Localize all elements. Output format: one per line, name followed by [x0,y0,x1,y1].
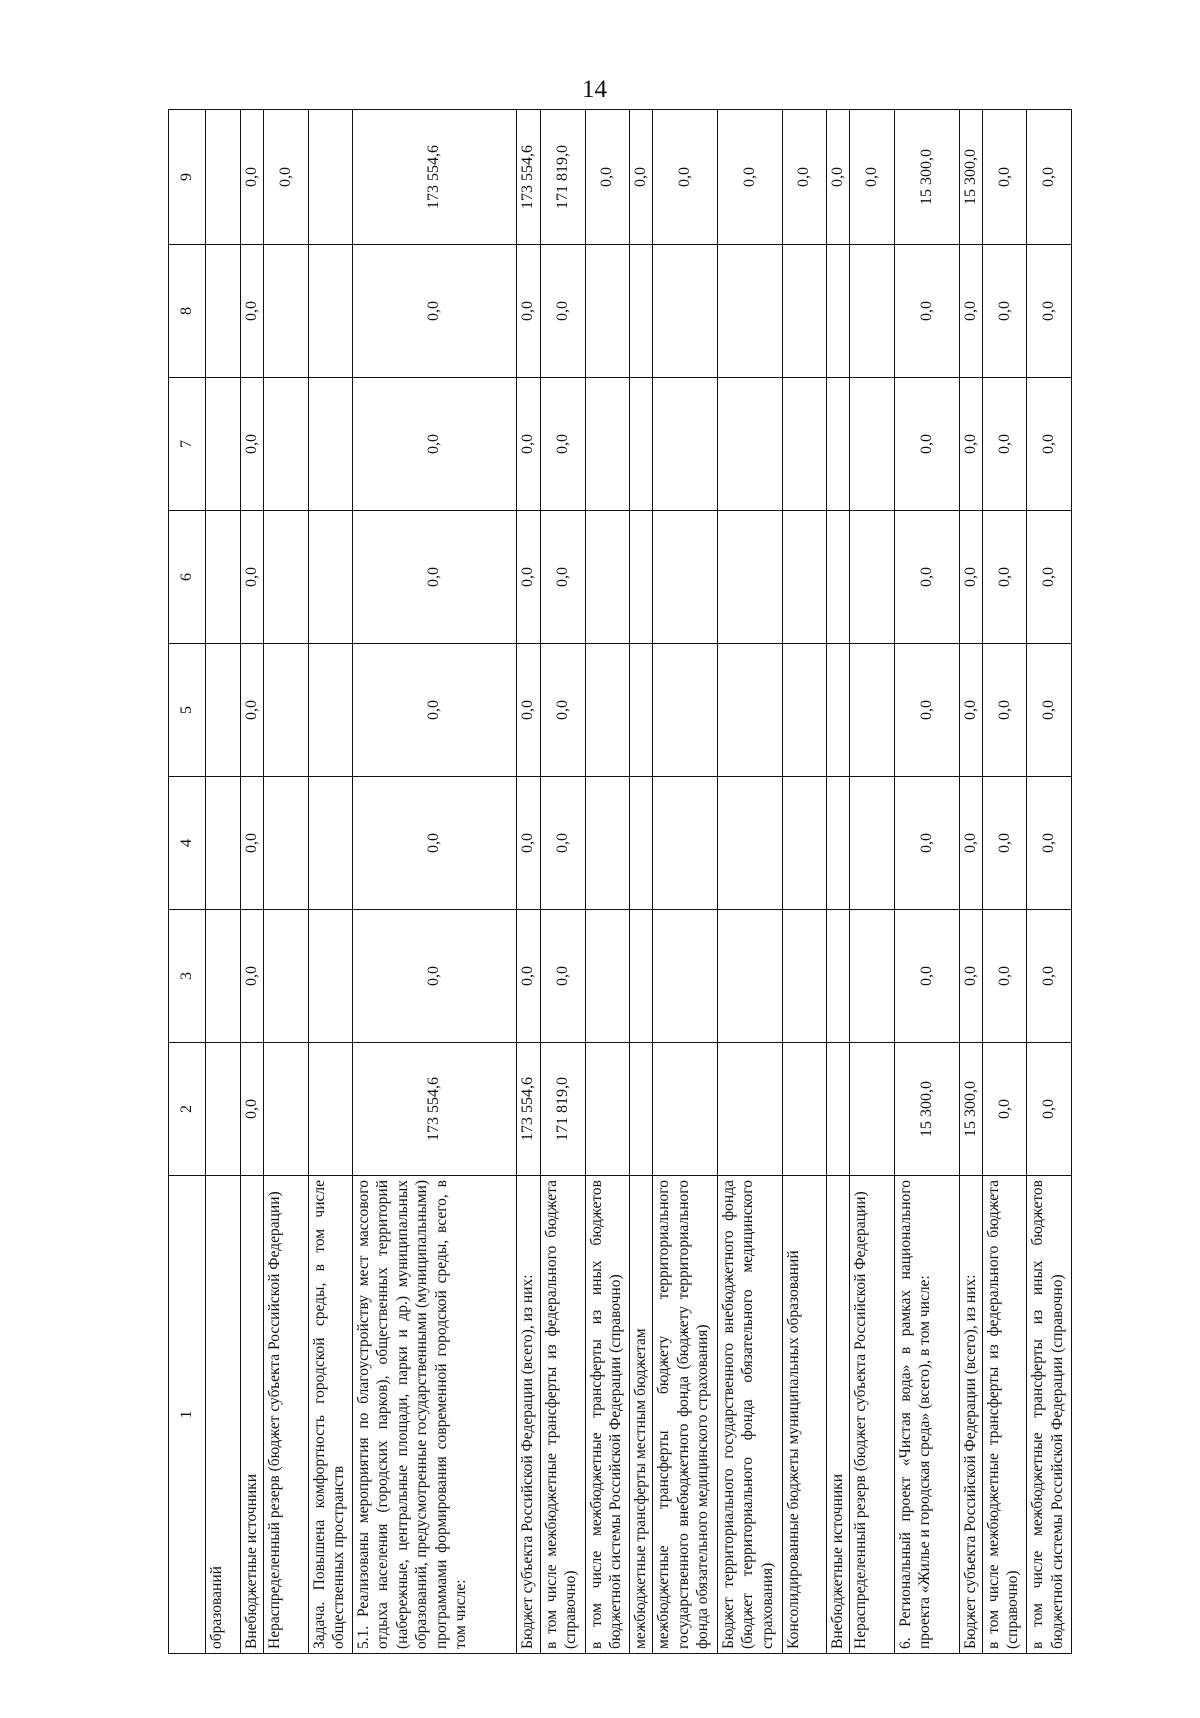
value-cell: 0,0 [827,110,850,245]
value-cell [782,1043,826,1176]
value-cell [308,378,352,511]
value-cell [718,777,783,910]
column-header: 8 [169,245,206,378]
budget-table-rotated [168,110,1072,1654]
value-cell: 0,0 [982,245,1026,378]
row-label: межбюджетные трансферты бюджету территориального государственного внебюджетного фонда (бюджету территориального фонда обязательного медицинского страхования) [653,1176,718,1654]
table-row [850,110,894,1654]
value-cell [850,245,894,378]
column-header: 2 [169,1043,206,1176]
value-cell: 0,0 [1027,644,1072,777]
value-cell: 0,0 [240,910,263,1043]
value-cell [850,910,894,1043]
value-cell: 0,0 [240,511,263,644]
value-cell: 0,0 [1027,378,1072,511]
value-cell [827,511,850,644]
table-row [516,110,540,1654]
column-header: 4 [169,777,206,910]
value-cell: 0,0 [1027,110,1072,245]
value-cell [850,1043,894,1176]
value-cell: 0,0 [516,511,540,644]
value-cell: 0,0 [240,644,263,777]
row-label: в том числе межбюджетные трансферты из иных бюджетов бюджетной системы Российской Федерации (справочно) [1027,1176,1072,1654]
table-row [630,110,653,1654]
value-cell [264,378,308,511]
value-cell: 173 554,6 [516,110,540,245]
column-header: 5 [169,644,206,777]
value-cell [206,110,240,245]
column-header: 7 [169,378,206,511]
value-cell [206,777,240,910]
value-cell [718,378,783,511]
value-cell [653,245,718,378]
table-row [827,110,850,1654]
value-cell: 0,0 [353,777,517,910]
value-cell [308,511,352,644]
value-cell: 0,0 [894,378,959,511]
value-cell [585,245,629,378]
value-cell: 0,0 [982,1043,1026,1176]
value-cell [585,1043,629,1176]
table-row [1027,110,1072,1654]
value-cell: 0,0 [959,378,982,511]
value-cell: 173 554,6 [516,1043,540,1176]
value-cell [206,910,240,1043]
row-label: Внебюджетные источники [827,1176,850,1654]
value-cell [585,910,629,1043]
value-cell: 0,0 [982,110,1026,245]
value-cell: 0,0 [353,644,517,777]
value-cell: 171 819,0 [541,110,585,245]
value-cell [827,777,850,910]
value-cell [653,644,718,777]
value-cell [206,245,240,378]
value-cell: 0,0 [240,245,263,378]
value-cell [850,777,894,910]
value-cell: 15 300,0 [959,110,982,245]
value-cell: 0,0 [653,110,718,245]
table-row [264,110,308,1654]
row-label: в том числе межбюджетные трансферты из иных бюджетов бюджетной системы Российской Федерации (справочно) [585,1176,629,1654]
value-cell: 15 300,0 [894,1043,959,1176]
value-cell [308,644,352,777]
value-cell [827,378,850,511]
value-cell [630,644,653,777]
value-cell: 0,0 [894,245,959,378]
value-cell: 15 300,0 [894,110,959,245]
value-cell [782,245,826,378]
value-cell: 0,0 [1027,245,1072,378]
value-cell: 0,0 [1027,1043,1072,1176]
value-cell [782,777,826,910]
row-label: 6. Региональный проект «Чистая вода» в рамках национального проекта «Жилье и городская среда» (всего), в том числе: [894,1176,959,1654]
row-label: Бюджет территориального государственного внебюджетного фонда (бюджет территориального фонда обязательного медицинского страхования) [718,1176,783,1654]
value-cell: 0,0 [541,644,585,777]
value-cell [653,511,718,644]
value-cell: 0,0 [894,644,959,777]
budget-table [168,109,1072,1654]
table-row [353,110,517,1654]
value-cell: 0,0 [630,110,653,245]
value-cell: 0,0 [516,644,540,777]
row-label: Внебюджетные источники [240,1176,263,1654]
value-cell [630,1043,653,1176]
value-cell [782,511,826,644]
row-label: Консолидированные бюджеты муниципальных образований [782,1176,826,1654]
value-cell: 0,0 [982,511,1026,644]
value-cell: 0,0 [240,1043,263,1176]
value-cell [827,1043,850,1176]
row-label: образований [206,1176,240,1654]
value-cell: 0,0 [541,511,585,644]
value-cell: 0,0 [353,245,517,378]
value-cell [827,910,850,1043]
value-cell: 0,0 [516,245,540,378]
value-cell [718,511,783,644]
value-cell: 0,0 [541,245,585,378]
value-cell: 0,0 [264,110,308,245]
value-cell [264,245,308,378]
row-label: Бюджет субъекта Российской Федерации (всего), из них: [516,1176,540,1654]
value-cell [827,644,850,777]
value-cell [264,511,308,644]
row-label: Бюджет субъекта Российской Федерации (всего), из них: [959,1176,982,1654]
value-cell: 0,0 [240,378,263,511]
value-cell [630,511,653,644]
value-cell: 0,0 [782,110,826,245]
value-cell [308,110,352,245]
value-cell: 0,0 [541,777,585,910]
column-header: 3 [169,910,206,1043]
value-cell [718,644,783,777]
table-row [894,110,959,1654]
value-cell [850,644,894,777]
value-cell [585,378,629,511]
value-cell: 0,0 [959,245,982,378]
row-label: Задача. Повышена комфортность городской среды, в том числе общественных пространств [308,1176,352,1654]
value-cell [264,644,308,777]
value-cell [630,910,653,1043]
value-cell [630,378,653,511]
column-header: 6 [169,511,206,644]
value-cell [850,378,894,511]
value-cell: 0,0 [1027,910,1072,1043]
value-cell [264,1043,308,1176]
value-cell [308,245,352,378]
table-row [585,110,629,1654]
value-cell: 0,0 [982,644,1026,777]
table-row [653,110,718,1654]
value-cell: 0,0 [516,910,540,1043]
value-cell: 0,0 [959,910,982,1043]
table-row [308,110,352,1654]
value-cell [653,777,718,910]
value-cell [206,644,240,777]
table-row [959,110,982,1654]
value-cell [264,777,308,910]
value-cell [585,511,629,644]
table-row [206,110,240,1654]
value-cell: 15 300,0 [959,1043,982,1176]
value-cell [850,511,894,644]
value-cell: 0,0 [982,777,1026,910]
value-cell: 171 819,0 [541,1043,585,1176]
value-cell: 173 554,6 [353,1043,517,1176]
value-cell: 0,0 [541,910,585,1043]
value-cell [718,910,783,1043]
table-body [169,110,1072,1654]
value-cell [718,1043,783,1176]
value-cell: 0,0 [894,777,959,910]
value-cell [206,378,240,511]
value-cell: 0,0 [353,511,517,644]
value-cell: 0,0 [982,378,1026,511]
row-label: Нераспределенный резерв (бюджет субъекта Российской Федерации) [850,1176,894,1654]
row-label: в том числе межбюджетные трансферты из федерального бюджета (справочно) [541,1176,585,1654]
page-number: 14 [582,76,607,103]
value-cell [585,777,629,910]
column-header: 9 [169,110,206,245]
value-cell [264,910,308,1043]
table-row [982,110,1026,1654]
value-cell: 0,0 [516,777,540,910]
value-cell [308,777,352,910]
value-cell: 0,0 [718,110,783,245]
value-cell [653,1043,718,1176]
table-row [541,110,585,1654]
value-cell [206,511,240,644]
value-cell [782,910,826,1043]
value-cell [653,910,718,1043]
value-cell: 0,0 [959,644,982,777]
row-label: межбюджетные трансферты местным бюджетам [630,1176,653,1654]
value-cell: 0,0 [516,378,540,511]
value-cell [308,1043,352,1176]
table-row [782,110,826,1654]
value-cell: 0,0 [240,777,263,910]
row-label: в том числе межбюджетные трансферты из федерального бюджета (справочно) [982,1176,1026,1654]
value-cell: 0,0 [353,378,517,511]
value-cell: 173 554,6 [353,110,517,245]
value-cell [782,378,826,511]
value-cell [585,644,629,777]
value-cell: 0,0 [541,378,585,511]
value-cell [206,1043,240,1176]
value-cell [653,378,718,511]
value-cell: 0,0 [1027,777,1072,910]
value-cell: 0,0 [959,511,982,644]
value-cell: 0,0 [894,511,959,644]
value-cell [827,245,850,378]
value-cell: 0,0 [894,910,959,1043]
value-cell: 0,0 [1027,511,1072,644]
table-row [718,110,783,1654]
row-label: Нераспределенный резерв (бюджет субъекта Российской Федерации) [264,1176,308,1654]
value-cell: 0,0 [353,910,517,1043]
header-row [169,110,206,1654]
value-cell [630,777,653,910]
value-cell: 0,0 [240,110,263,245]
value-cell [718,245,783,378]
value-cell [630,245,653,378]
value-cell: 0,0 [850,110,894,245]
value-cell: 0,0 [585,110,629,245]
value-cell [782,644,826,777]
value-cell: 0,0 [982,910,1026,1043]
value-cell: 0,0 [959,777,982,910]
column-header: 1 [169,1176,206,1654]
value-cell [308,910,352,1043]
row-label: 5.1. Реализованы мероприятия по благоустройству мест массового отдыха населения (городских парков), общественных территорий (набережные, центральные площади, парки и др.) муниципальных образований, предусмотренные государственными (муниципальными) программами формирования современной городской среды, всего, в том числе: [353,1176,517,1654]
table-row [240,110,263,1654]
